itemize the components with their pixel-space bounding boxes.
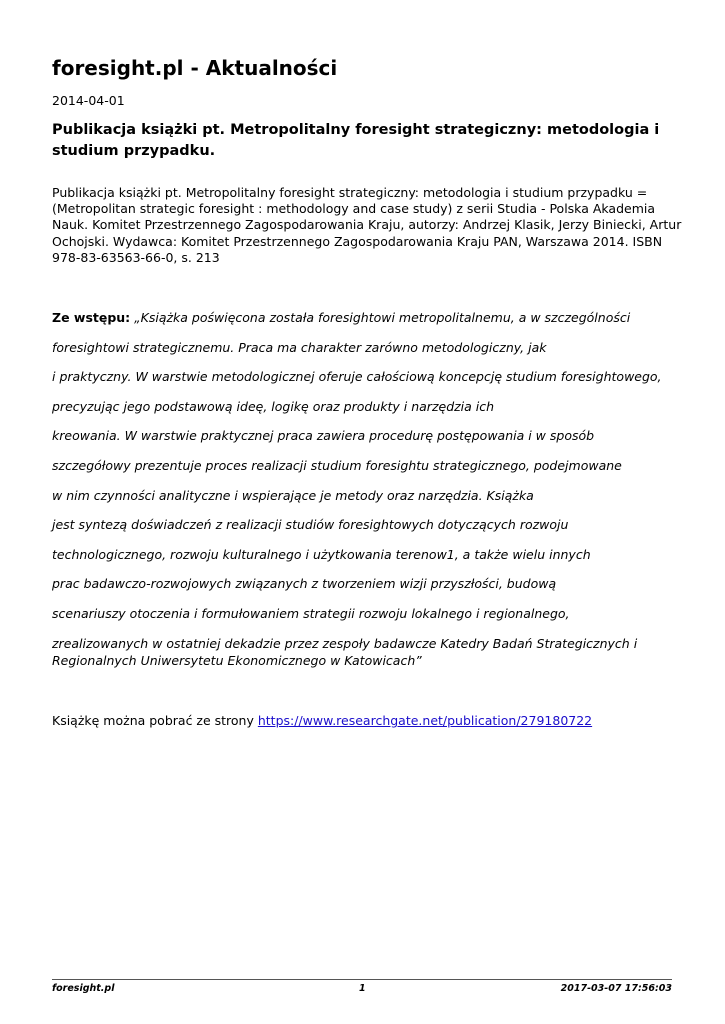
article-description: Publikacja książki pt. Metropolitalny foresight strategiczny: metodologia i studium przypadku = (Metropolitan strategic foresight : methodology and case study) z serii Studia - Polska Akademia Nauk. Komitet Przestrzennego Zagospodarowania Kraju, autorzy: Andrzej Klasik, Jerzy Biniecki, Artur Ochojski. Wydawca: Komitet Przestrzennego Zagospodarowania Kraju PAN, Warszawa 2014. ISBN 978-83-63563-66-0, s. 213 xyxy=(52,185,682,265)
quote-line: foresightowi strategicznemu. Praca ma charakter zarówno metodologiczny, jak xyxy=(52,339,547,355)
researchgate-link[interactable]: https://www.researchgate.net/publication/279180722 xyxy=(257,713,593,728)
quote-line: zrealizowanych w ostatniej dekadzie przez zespoły badawcze Katedry Badań Strategicznych i Regionalnych Uniwersytetu Ekonomicznego w Katowicach” xyxy=(52,635,638,668)
page-title: foresight.pl - Aktualności xyxy=(52,56,338,80)
article-title: Publikacja książki pt. Metropolitalny foresight strategiczny: metodologia i studium przypadku. xyxy=(52,122,660,159)
quote-line: w nim czynności analityczne i wspierające je metody oraz narzędzia. Książka xyxy=(52,487,534,503)
footer-timestamp: 2017-03-07 17:56:03 xyxy=(560,983,672,994)
quote-line: technologicznego, rozwoju kulturalnego i użytkowania terenow1, a także wielu innych xyxy=(52,546,591,562)
quote-line: prac badawczo-rozwojowych związanych z tworzeniem wizji przyszłości, budową xyxy=(52,576,557,592)
quote-line: kreowania. W warstwie praktycznej praca zawiera procedurę postępowania i w sposób xyxy=(52,428,595,444)
quote-line: i praktyczny. W warstwie metodologicznej oferuje całościową koncepcję studium foresightowego, xyxy=(52,369,662,385)
quote-line: precyzując jego podstawową ideę, logikę oraz produkty i narzędzia ich xyxy=(52,398,495,414)
quote-line: jest syntezą doświadczeń z realizacji studiów foresightowych dotyczących rozwoju xyxy=(52,517,569,533)
quote-label: Ze wstępu: xyxy=(52,310,131,325)
quote-line xyxy=(52,309,692,339)
footer-divider xyxy=(52,979,672,980)
footer-site: foresight.pl xyxy=(52,983,115,994)
quote-line: szczegółowy prezentuje proces realizacji studium foresightu strategicznego, podejmowane xyxy=(52,457,622,473)
page-footer xyxy=(52,982,672,996)
preface-quote xyxy=(52,309,692,669)
footer-page-number: 1 xyxy=(359,983,366,994)
quote-text: „Książka poświęcona została foresightowi metropolitalnemu, a w szczególności xyxy=(130,310,631,325)
download-paragraph xyxy=(52,713,592,729)
download-text: Książkę można pobrać ze strony xyxy=(52,713,258,728)
quote-line: scenariuszy otoczenia i formułowaniem strategii rozwoju lokalnego i regionalnego, xyxy=(52,605,570,621)
publication-date: 2014-04-01 xyxy=(52,93,125,108)
